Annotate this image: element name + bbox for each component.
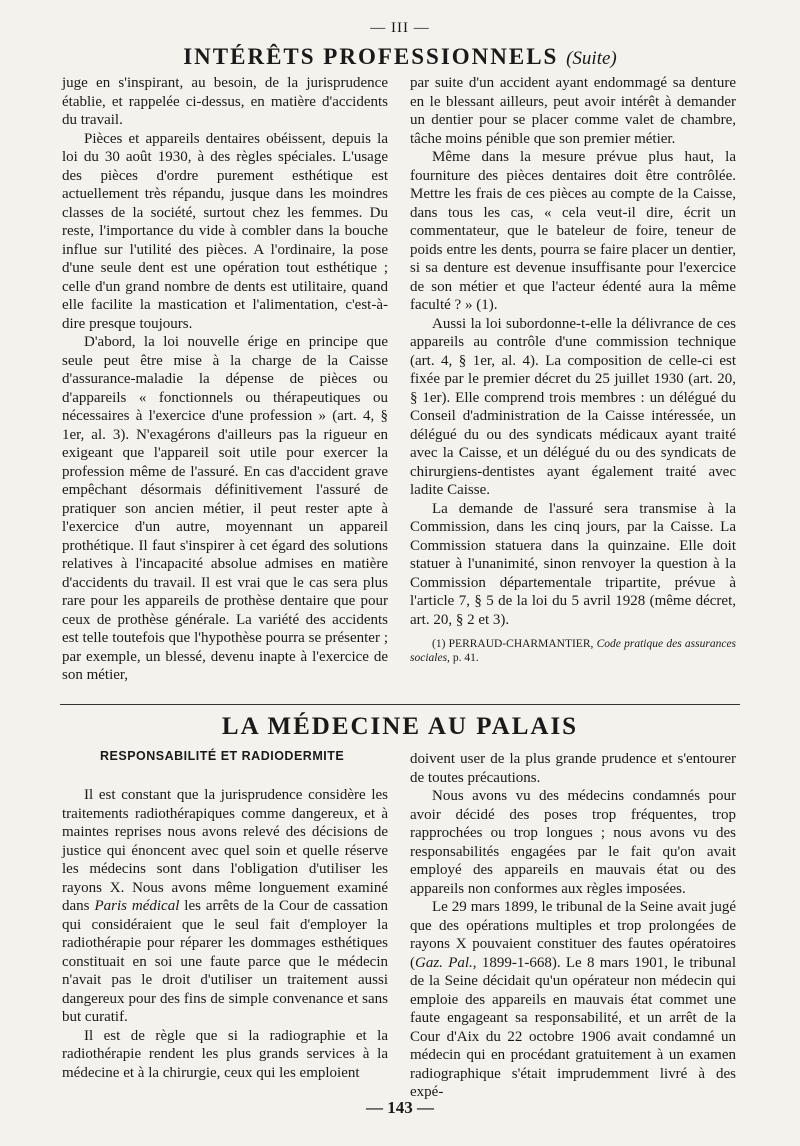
article-subheading: RESPONSABILITÉ ET RADIODERMITE <box>100 749 345 763</box>
section-title-suite: (Suite) <box>566 48 617 69</box>
top-right-column <box>410 74 736 665</box>
paragraph: doivent user de la plus grande prudence et s'entourer de toutes précautions. <box>410 751 736 786</box>
paragraph: Pièces et appareils dentaires obéissent, depuis la loi du 30 août 1930, à des règles spéciales. L'usage des pièces d'ordre purement esthétique est actuellement très répandu, jusque dans les moindres classes de la société, surtout chez les femmes. Du reste, l'importance du vide à combler dans la bouche influe sur l'utilité des pièces. A l'ordinaire, la pose d'une seule dent est une opération tout esthétique ; celle d'un grand nombre de dents est utilitaire, quand elle facilite la mastication et l'alimentation, c'est-à-dire presque toujours. <box>62 130 388 332</box>
page-number: — 143 — <box>366 1098 434 1117</box>
paragraph: Même dans la mesure prévue plus haut, la fourniture des pièces dentaires doit être contrôlée. Mettre les frais de ces pièces au compte de la Caisse, dans tous les cas, « cela veut-il dire, écrit un commentateur, que le bateleur de foire, teneur de poids entre les dents, pourra se faire placer un dentier, si sa denture est devenue insuffisante pour l'exercice de son métier et que l'acteur édenté aura la même faculté ? » (1). <box>410 149 736 313</box>
paragraph-text: les arrêts de la Cour de cassation qui considéraient que le seul fait d'employer la radiothérapie pour réparer les dommages esthétiques constituait en soi une faute parce que le médecin n'avait pas le droit d'utiliser un traitement aussi dangereux pour des fins de simple convenance et sans but curatif. <box>62 898 388 1025</box>
top-left-column <box>62 74 388 685</box>
medecine-title: LA MÉDECINE AU PALAIS <box>221 713 579 740</box>
paragraph: juge en s'inspirant, au besoin, de la jurisprudence établie, et rappelée ci-dessus, en matière d'accidents du travail. <box>62 75 388 128</box>
journal-name: Paris médical <box>94 898 180 914</box>
bottom-left-column <box>62 786 388 1082</box>
paragraph: La demande de l'assuré sera transmise à la Commission, dans les cinq jours, par la Caisse. La Commission statuera dans la quinzaine. Elle doit statuer à l'unanimité, sinon renvoyer la question à la Commission départementale tripartite, prévue à l'article 7, § 5 de la loi du 5 avril 1928 (même décret, art. 20, § 2 et 3). <box>410 500 736 628</box>
paragraph: Il est de règle que si la radiographie et la radiothérapie rendent les plus grands services à la médecine et à la chirurgie, ceux qui les emploient <box>62 1027 388 1081</box>
paragraph <box>62 786 388 1027</box>
footnote <box>410 637 736 665</box>
section-divider <box>60 704 740 705</box>
paragraph-text: Le 29 mars 1899, le tribunal de la Seine avait jugé que des opérations multiples et trop prolongées de rayons X pouvaient constituer des fautes opératoires ( <box>410 899 736 971</box>
paragraph: Aussi la loi subordonne-t-elle la délivrance de ces appareils au contrôle d'une commission technique (art. 4, § 1er, al. 4). La composition de celle-ci est fixée par le premier décret du 25 juillet 1930 (art. 20, § 1er). Elle comprend trois membres : un délégué du Conseil d'administration de la Caisse intéressée, un délégué du ou des syndicats médicaux ayant traité avec la Caisse, et un délégué du ou des syndicats de chirurgiens-dentistes ayant également traité avec ladite Caisse. <box>410 315 736 498</box>
section-title-text: INTÉRÊTS PROFESSIONNELS <box>183 44 559 69</box>
footnote-title: Code pratique des assurances sociales, <box>410 638 737 664</box>
paragraph-text: , 1899-1-668). Le 8 mars 1901, le tribunal de la Seine décidait qu'un opérateur non médecin qui emploie des appareils en mauvais état commet une faute engageant sa responsabilité, et un arrêt de la Cour d'Aix du 22 octobre 1906 avait condamné un médecin qui en procédant gratuitement à un examen radiographique s'était imprudemment livré à des expé- <box>410 954 737 1100</box>
paragraph: D'abord, la loi nouvelle érige en principe que seule peut être mise à la charge de la Caisse d'assurance-maladie la dépense de pièces ou d'appareils « fonctionnels ou thérapeutiques ou nécessaires à l'exercice d'une profession » (art. 4, § 1er, al. 3). N'exagérons d'ailleurs pas la rigueur en exigeant que l'appareil soit utile pour exercer la profession même de l'assuré. En cas d'accident grave empêchant désormais définitivement l'assuré de pratiquer son ancien métier, il peut rester apte à l'exercice d'un autre, moyennant un appareil prothétique. Il faut s'inspirer à cet égard des solutions relatives à l'incapacité absolue admises en matière d'accidents du travail. Il est vrai que le cas sera plus rare pour les appareils de prothèse dentaire que pour ceux de prothèse générale. La variété des accidents est telle toutefois que l'hypothèse pourra se présenter ; par exemple, un blessé, devenu inapte à l'exercice de son métier, <box>62 334 388 683</box>
paragraph: Nous avons vu des médecins condamnés pour avoir décidé des poses trop fréquentes, trop rapprochées ou trop longues ; nous avons vu des responsabilités engagées par le fait qu'on avait employé des appareils en mauvais état ou des appareils non conformes aux règles imposées. <box>410 788 736 897</box>
paragraph: par suite d'un accident ayant endommagé sa denture en le blessant ailleurs, peut avoir intérêt à demander un dentier pour se placer comme valet de chambre, tâche moins pénible que son premier métier. <box>410 75 736 147</box>
footnote-page: p. 41. <box>452 652 479 664</box>
section-title <box>0 44 800 70</box>
paragraph <box>410 898 736 1102</box>
gazette-reference: Gaz. Pal. <box>415 954 473 971</box>
footnote-author: (1) PERRAUD-CHARMANTIER, <box>432 638 594 650</box>
page-roman-number: — III — <box>370 20 430 36</box>
paragraph-text: Il est constant que la jurisprudence considère les traitements radiothérapiques comme dangereux, et à maintes reprises nous avons relevé des décisions de justice qui énoncent avec quel soin et quelle réserve les médecins sont dans l'obligation d'utiliser les rayons X. Nous avons même longuement examiné dans <box>62 787 388 914</box>
bottom-right-column <box>410 750 736 1102</box>
